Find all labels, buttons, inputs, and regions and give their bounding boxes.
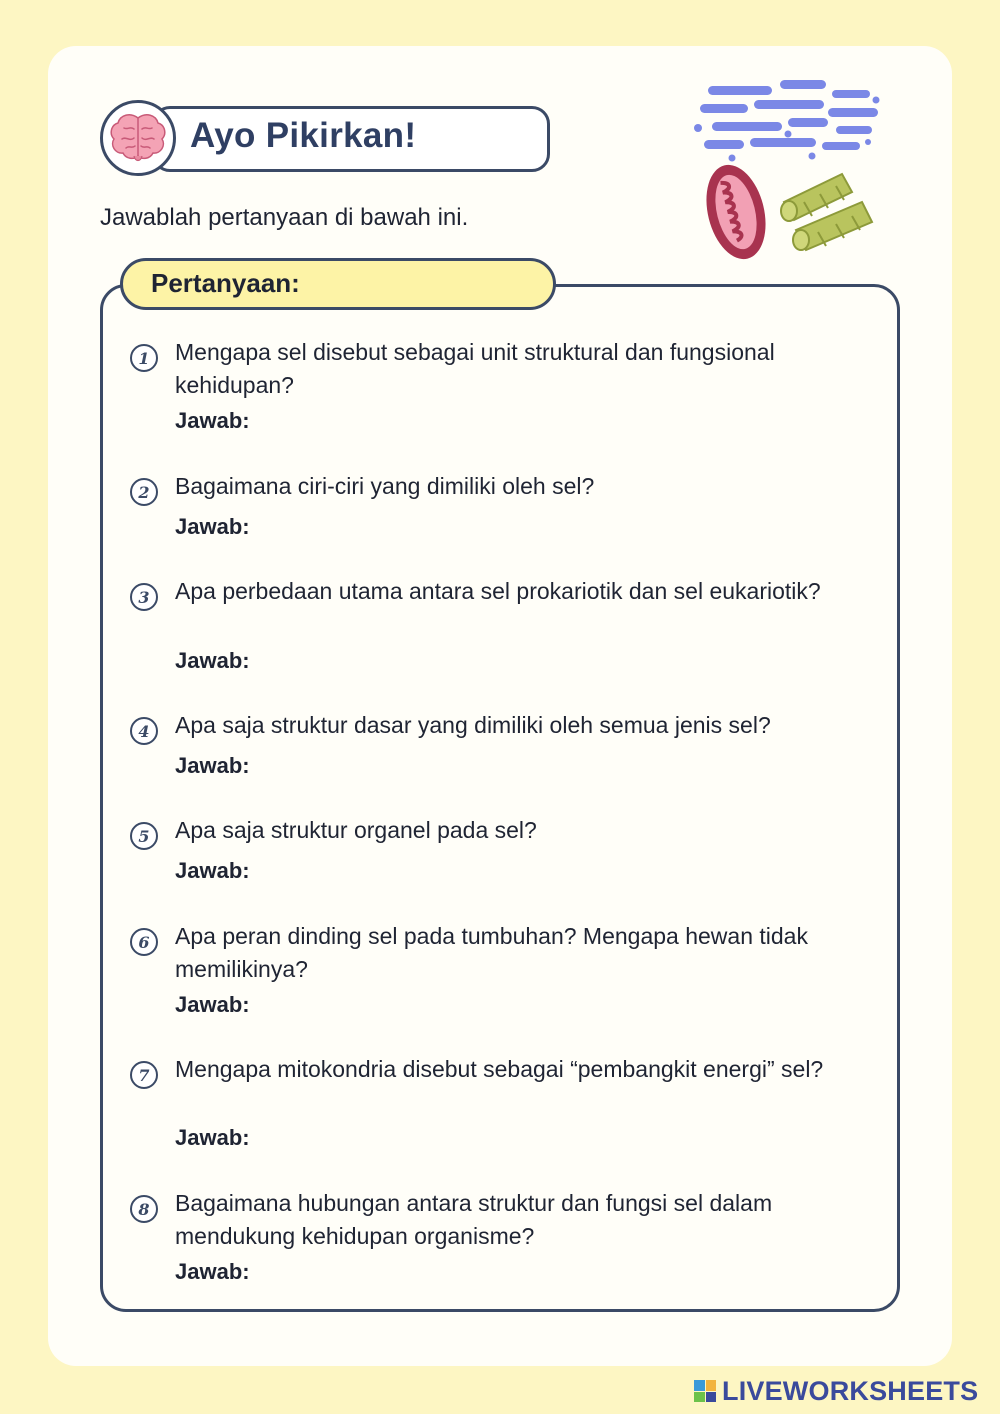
question-number-badge: 4 xyxy=(130,717,158,745)
question-number-badge: 7 xyxy=(130,1061,158,1089)
instruction-text: Jawablah pertanyaan di bawah ini. xyxy=(100,204,469,231)
question-text: Bagaimana hubungan antara struktur dan fungsi sel dalam mendukung kehidupan organisme? xyxy=(175,1190,773,1249)
question-number-badge: 5 xyxy=(130,822,158,850)
brand-name: LIVEWORKSHEETS xyxy=(722,1375,979,1406)
question-number-badge: 3 xyxy=(130,583,158,611)
liveworksheets-logo-icon xyxy=(694,1380,716,1402)
page-title: Ayo Pikirkan! xyxy=(190,116,417,155)
answer-label: Jawab: xyxy=(175,514,250,539)
question-text: Apa saja struktur dasar yang dimiliki oleh semua jenis sel? xyxy=(175,712,771,738)
question-text: Apa peran dinding sel pada tumbuhan? Mengapa hewan tidak memilikinya? xyxy=(175,923,808,982)
answer-label: Jawab: xyxy=(175,648,250,673)
question-text: Apa perbedaan utama antara sel prokariotik dan sel eukariotik? xyxy=(175,578,821,604)
answer-label: Jawab: xyxy=(175,1259,250,1284)
organelles-illustration xyxy=(692,70,892,270)
question-number-badge: 2 xyxy=(130,478,158,506)
answer-label: Jawab: xyxy=(175,992,250,1017)
question-number-badge: 6 xyxy=(130,928,158,956)
question-text: Mengapa sel disebut sebagai unit struktural dan fungsional kehidupan? xyxy=(175,339,775,398)
brain-icon xyxy=(108,112,168,164)
answer-label: Jawab: xyxy=(175,1125,250,1150)
brain-badge xyxy=(100,100,176,176)
endoplasmic-reticulum-icon xyxy=(694,80,880,162)
questions-tab-label: Pertanyaan: xyxy=(151,268,300,298)
answer-label: Jawab: xyxy=(175,408,250,433)
answer-label: Jawab: xyxy=(175,858,250,883)
question-text: Bagaimana ciri-ciri yang dimiliki oleh sel? xyxy=(175,473,595,499)
questions-panel xyxy=(100,284,900,1312)
question-number-badge: 8 xyxy=(130,1195,158,1223)
question-text: Apa saja struktur organel pada sel? xyxy=(175,817,537,843)
brand-watermark xyxy=(694,1374,978,1408)
golgi-icon xyxy=(781,174,872,250)
mitochondria-icon xyxy=(697,159,775,266)
question-number-badge: 1 xyxy=(130,344,158,372)
answer-label: Jawab: xyxy=(175,753,250,778)
question-text: Mengapa mitokondria disebut sebagai “pembangkit energi” sel? xyxy=(175,1056,824,1082)
